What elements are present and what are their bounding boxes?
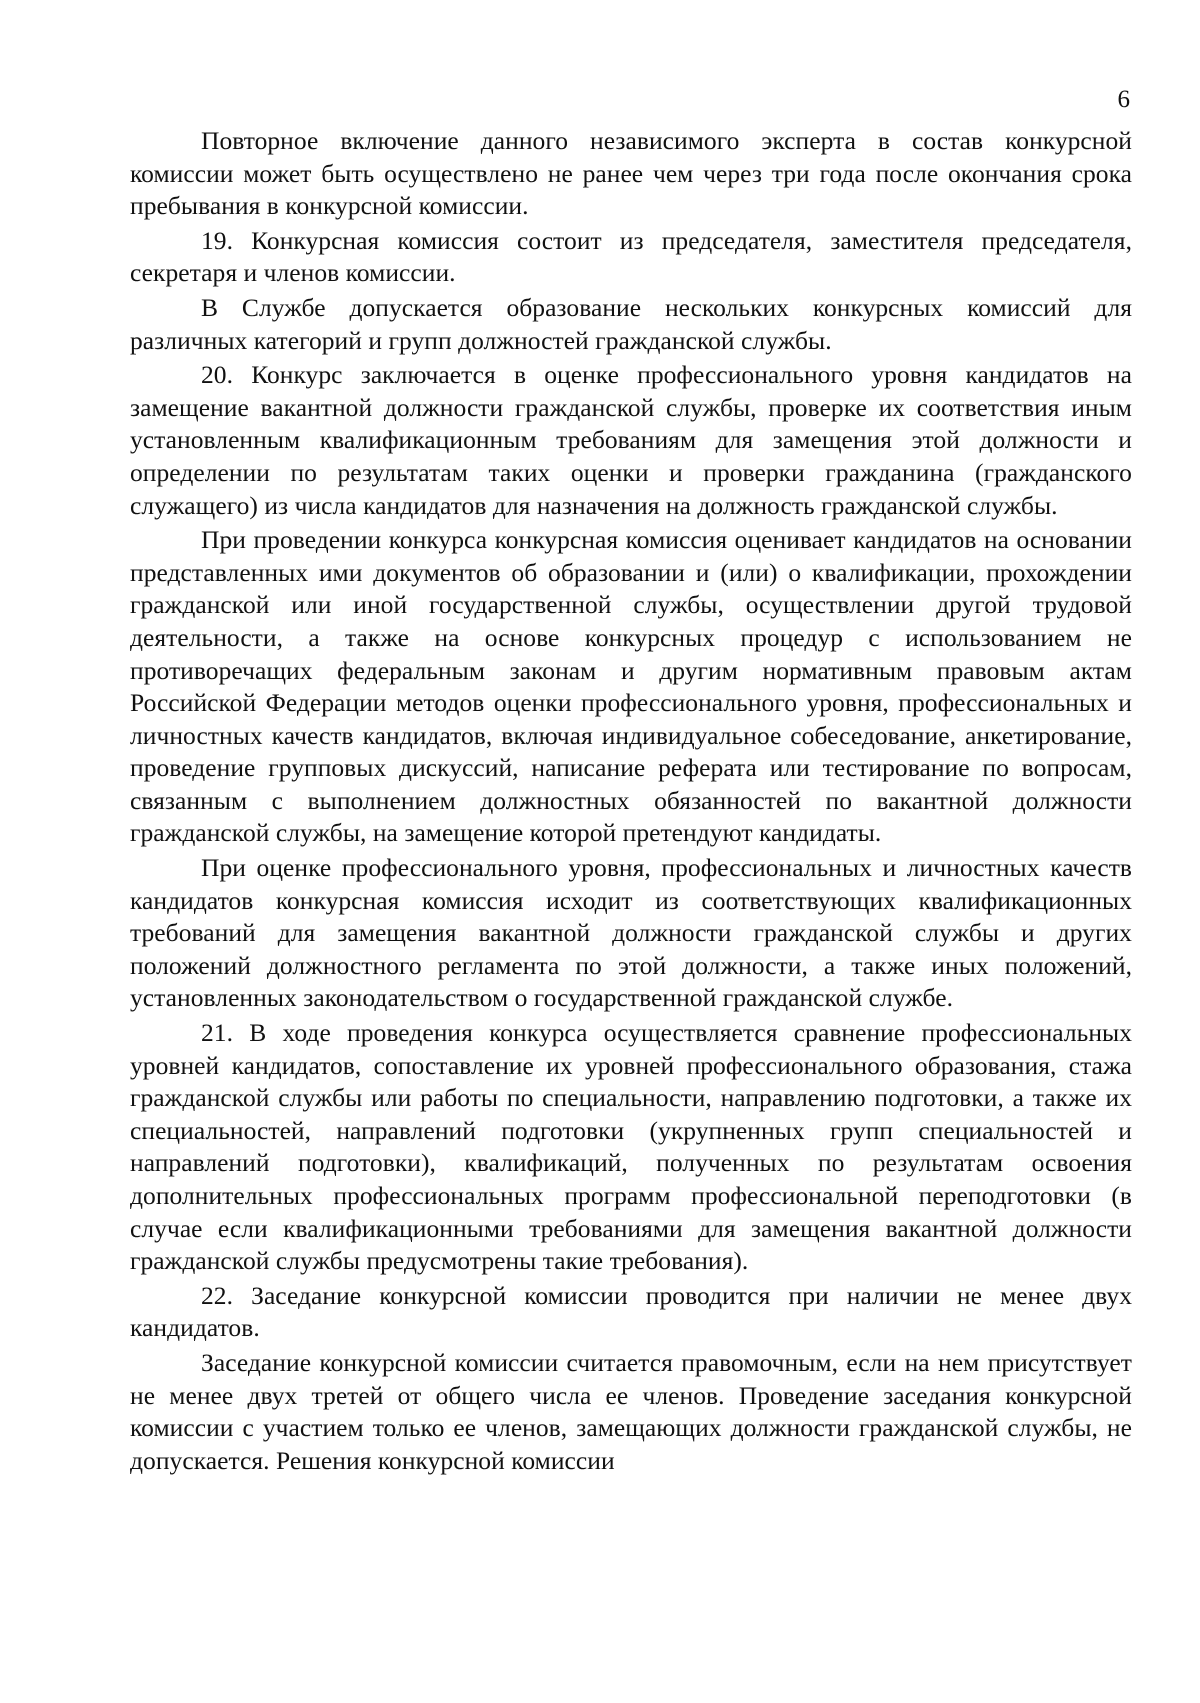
document-body bbox=[130, 125, 1132, 1477]
page-number: 6 bbox=[1117, 86, 1130, 113]
paragraph-multiple-commissions: В Службе допускается образование нескольких конкурсных комиссий для различных категорий и групп должностей гражданской службы. bbox=[130, 292, 1132, 355]
paragraph-clause-22: 22. Заседание конкурсной комиссии проводится при наличии не менее двух кандидатов. bbox=[130, 1280, 1132, 1343]
paragraph-independent-expert: Повторное включение данного независимого эксперта в состав конкурсной комиссии может быть осуществлено не ранее чем через три года после окончания срока пребывания в конкурсной комиссии. bbox=[130, 126, 1132, 221]
paragraph-evaluation-basis: При оценке профессионального уровня, профессиональных и личностных качеств кандидатов конкурсная комиссия исходит из соответствующих квалификационных требований для замещения вакантной должности гражданской службы и других положений должностного регламента по этой должности, а также иных положений, установленных законодательством о государственной гражданской службе. bbox=[130, 853, 1132, 1013]
paragraph-evaluation-methods: При проведении конкурса конкурсная комиссия оценивает кандидатов на основании представленных ими документов об образовании и (или) о квалификации, прохождении гражданской или иной государственной службы, осуществлении другой трудовой деятельности, а также на основе конкурсных процедур с использованием не противоречащих федеральным законам и другим нормативным правовым актам Российской Федерации методов оценки профессионального уровня, профессиональных и личностных качеств кандидатов, включая индивидуальное собеседование, анкетирование, проведение групповых дискуссий, написание реферата или тестирование по вопросам, связанным с выполнением должностных обязанностей по вакантной должности гражданской службы, на замещение которой претендуют кандидаты. bbox=[130, 525, 1132, 848]
paragraph-clause-20: 20. Конкурс заключается в оценке профессионального уровня кандидатов на замещение вакантной должности гражданской службы, проверке их соответствия иным установленным квалификационным требованиям для замещения этой должности и определении по результатам таких оценки и проверки гражданина (гражданского служащего) из числа кандидатов для назначения на должность гражданской службы. bbox=[130, 360, 1132, 520]
paragraph-clause-21: 21. В ходе проведения конкурса осуществляется сравнение профессиональных уровней кандидатов, сопоставление их уровней профессионального образования, стажа гражданской службы или работы по специальности, направлению подготовки, а также их специальностей, направлений подготовки (укрупненных групп специальностей и направлений подготовки), квалификаций, полученных по результатам освоения дополнительных профессиональных программ профессиональной переподготовки (в случае если квалификационными требованиями для замещения вакантной должности гражданской службы предусмотрены такие требования). bbox=[130, 1018, 1132, 1276]
paragraph-clause-19: 19. Конкурсная комиссия состоит из председателя, заместителя председателя, секретаря и членов комиссии. bbox=[130, 225, 1132, 288]
paragraph-quorum: Заседание конкурсной комиссии считается правомочным, если на нем присутствует не менее двух третей от общего числа ее членов. Проведение заседания конкурсной комиссии с участием только ее членов, замещающих должности гражданской службы, не допускается. Решения конкурсной комиссии bbox=[130, 1347, 1132, 1475]
